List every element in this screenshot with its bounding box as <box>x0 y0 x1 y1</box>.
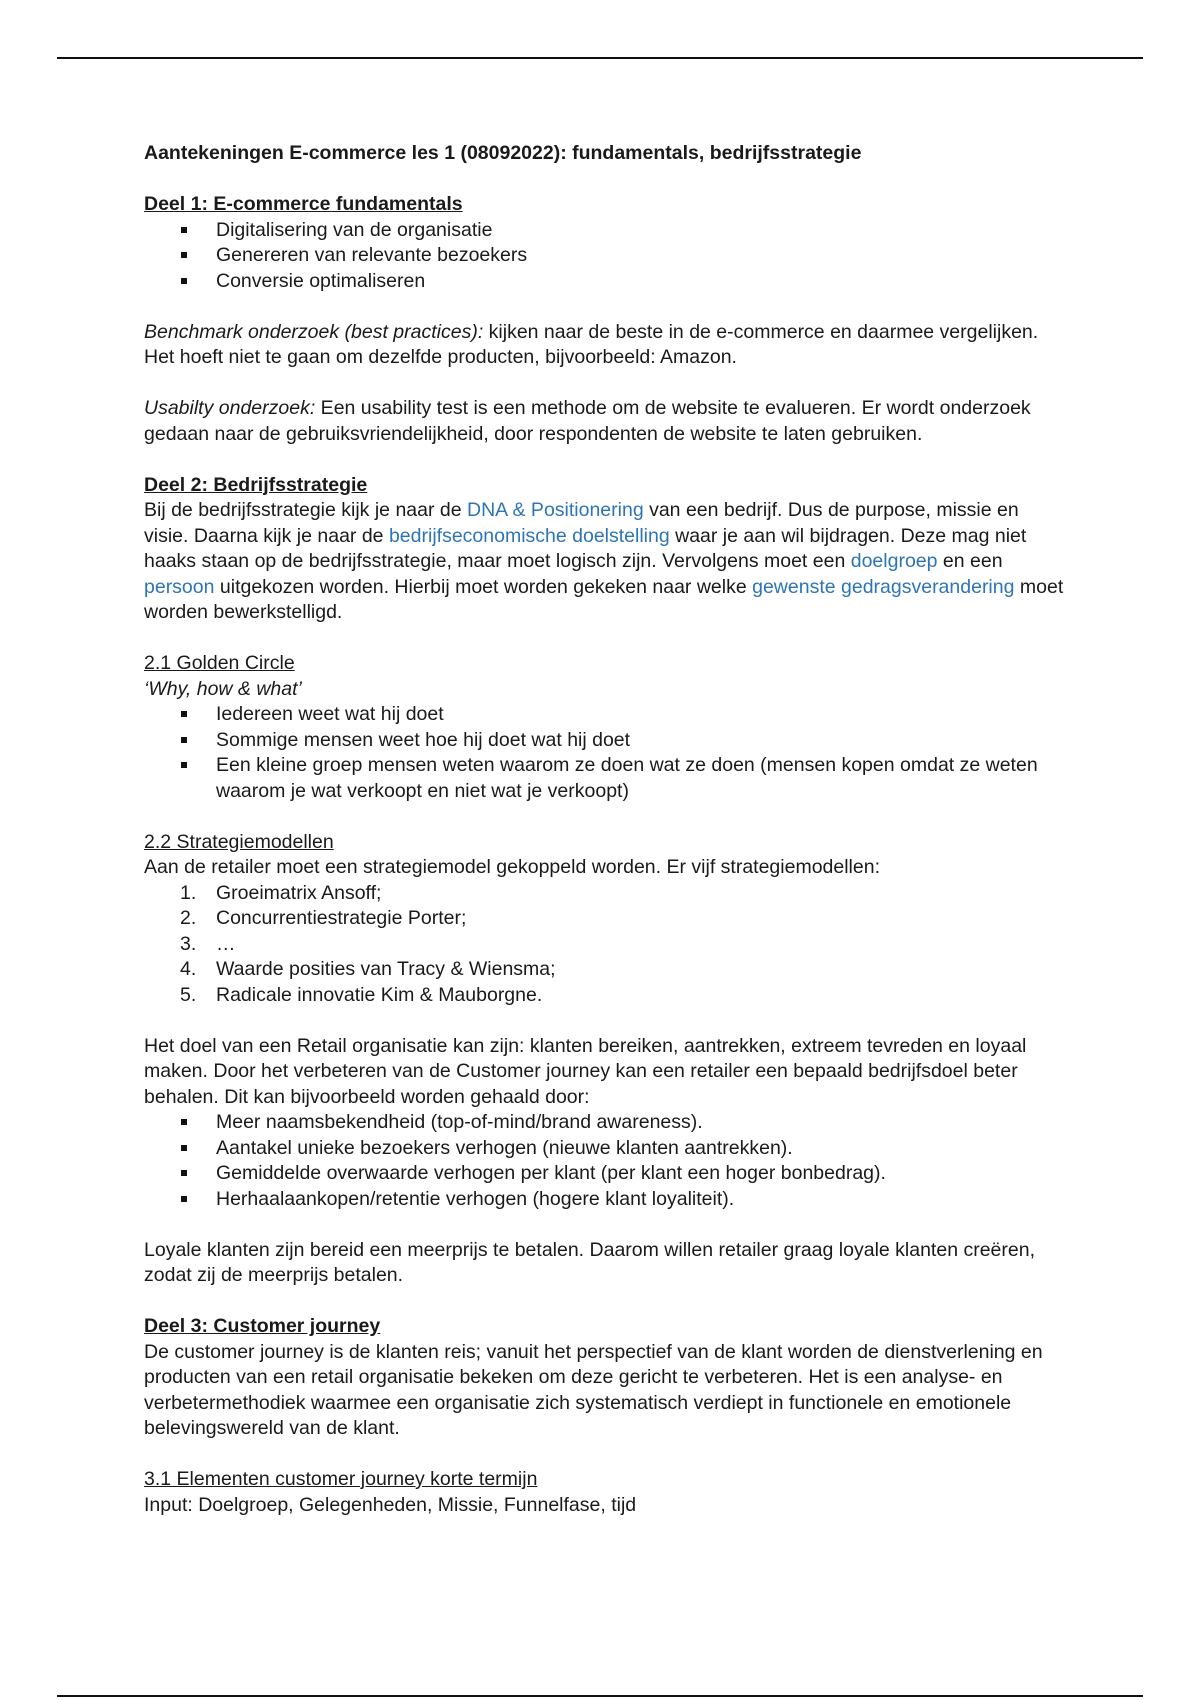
input-paragraph: Input: Doelgroep, Gelegenheden, Missie, Funnelfase, tijd <box>144 1493 637 1516</box>
list-item: Herhaalaankopen/retentie verhogen (hogere klant loyaliteit). <box>216 1187 1064 1213</box>
customer-journey-paragraph: De customer journey is de klanten reis; vanuit het perspectief van de klant worden de dienstverlening en producten van een retail organisatie bekeken om deze gericht te verbeteren. Het is een analyse- en verbetermethodiek waarmee een organisatie zich systematisch verdiept in functionele en emotionele belevingswereld van de klant. <box>144 1340 1043 1439</box>
square-bullet-icon <box>181 762 187 768</box>
footer-rule <box>57 1695 1143 1697</box>
square-bullet-icon <box>181 1119 187 1125</box>
retail-goal-paragraph: Het doel van een Retail organisatie kan zijn: klanten bereiken, aantrekken, extreem tevreden en loyaal maken. Door het verbeteren van de Customer journey kan een retailer een bepaald bedrijfsdoel beter behalen. Dit kan bijvoorbeeld worden gehaald door: <box>144 1034 1027 1108</box>
list-item: Genereren van relevante bezoekers <box>216 243 1064 269</box>
loyal-customers-paragraph: Loyale klanten zijn bereid een meerprijs te betalen. Daarom willen retailer graag loyale klanten creëren, zodat zij de meerprijs betalen. <box>144 1238 1035 1286</box>
highlight-doelgroep: doelgroep <box>850 550 938 572</box>
golden-circle-list <box>144 702 1064 804</box>
square-bullet-icon <box>181 278 187 284</box>
list-item: 3. … <box>180 932 236 955</box>
list-item: 4. Waarde posities van Tracy & Wiensma; <box>180 958 556 980</box>
square-bullet-icon <box>181 1145 187 1151</box>
strategy-paragraph: Bij de bedrijfsstrategie kijk je naar de DNA & Positionering van een bedrijf. Dus de purpose, missie en visie. Daarna kijk je naar de bedrijfseconomische doelstelling waar je aan wil bijdragen. Deze mag niet haaks staan op de bedrijfsstrategie, maar moet logisch zijn. Vervolgens moet een doelgroep en een persoon uitgekozen worden. Hierbij moet worden gekeken naar welke gewenste gedragsverandering moet worden bewerkstelligd. <box>144 499 1064 623</box>
deel3-heading: Deel 3: Customer journey <box>144 1315 381 1337</box>
strategiemodellen-list <box>144 881 1064 1009</box>
list-item: 2. Concurrentiestrategie Porter; <box>180 907 467 929</box>
document-body <box>144 141 1064 1518</box>
square-bullet-icon <box>181 737 187 743</box>
header-rule <box>57 57 1143 59</box>
square-bullet-icon <box>181 1196 187 1202</box>
highlight-doelstelling: bedrijfseconomische doelstelling <box>388 524 670 547</box>
strategiemodellen-intro: Aan de retailer moet een strategiemodel gekoppeld worden. Er vijf strategiemodellen: <box>144 856 881 878</box>
highlight-persoon: persoon <box>144 575 215 598</box>
retail-goal-list <box>144 1110 1064 1212</box>
benchmark-paragraph: Benchmark onderzoek (best practices): kijken naar de beste in de e-commerce en daarmee vergelijken. Het hoeft niet te gaan om dezelfde producten, bijvoorbeeld: Amazon. <box>144 320 1039 368</box>
list-item: Iedereen weet wat hij doet <box>216 702 1064 728</box>
golden-circle-heading: 2.1 Golden Circle <box>144 652 295 674</box>
usability-paragraph: Usabilty onderzoek: Een usability test is een methode om de website te evalueren. Er wordt onderzoek gedaan naar de gebruiksvriendelijkheid, door respondenten de website te laten gebruiken. <box>144 397 1031 445</box>
list-item: Een kleine groep mensen weten waarom ze doen wat ze doen (mensen kopen omdat ze weten waarom je wat verkoopt en niet wat je verkoopt) <box>216 753 1064 804</box>
document-title: Aantekeningen E-commerce les 1 (08092022): fundamentals, bedrijfsstrategie <box>144 142 862 164</box>
list-item: Meer naamsbekendheid (top-of-mind/brand awareness). <box>216 1110 1064 1136</box>
list-item: Conversie optimaliseren <box>216 269 1064 295</box>
list-item: Aantakel unieke bezoekers verhogen (nieuwe klanten aantrekken). <box>216 1136 1064 1162</box>
highlight-dna: DNA & Positionering <box>467 499 644 521</box>
square-bullet-icon <box>181 252 187 258</box>
square-bullet-icon <box>181 1170 187 1176</box>
highlight-gedragsverandering: gewenste gedragsverandering <box>752 575 1015 598</box>
strategiemodellen-heading: 2.2 Strategiemodellen <box>144 830 334 853</box>
deel2-heading: Deel 2: Bedrijfsstrategie <box>144 473 368 496</box>
square-bullet-icon <box>181 227 187 233</box>
golden-circle-subtitle: ‘Why, how & what’ <box>144 677 302 700</box>
elements-heading: 3.1 Elementen customer journey korte termijn <box>144 1468 538 1490</box>
square-bullet-icon <box>181 711 187 717</box>
list-item: Digitalisering van de organisatie <box>216 218 1064 244</box>
list-item: 1. Groeimatrix Ansoff; <box>180 881 382 904</box>
list-item: 5. Radicale innovatie Kim & Mauborgne. <box>180 983 543 1006</box>
list-item: Gemiddelde overwaarde verhogen per klant (per klant een hoger bonbedrag). <box>216 1161 1064 1187</box>
deel1-bullet-list <box>144 218 1064 295</box>
deel1-heading: Deel 1: E-commerce fundamentals <box>144 193 463 215</box>
list-item: Sommige mensen weet hoe hij doet wat hij doet <box>216 728 1064 754</box>
